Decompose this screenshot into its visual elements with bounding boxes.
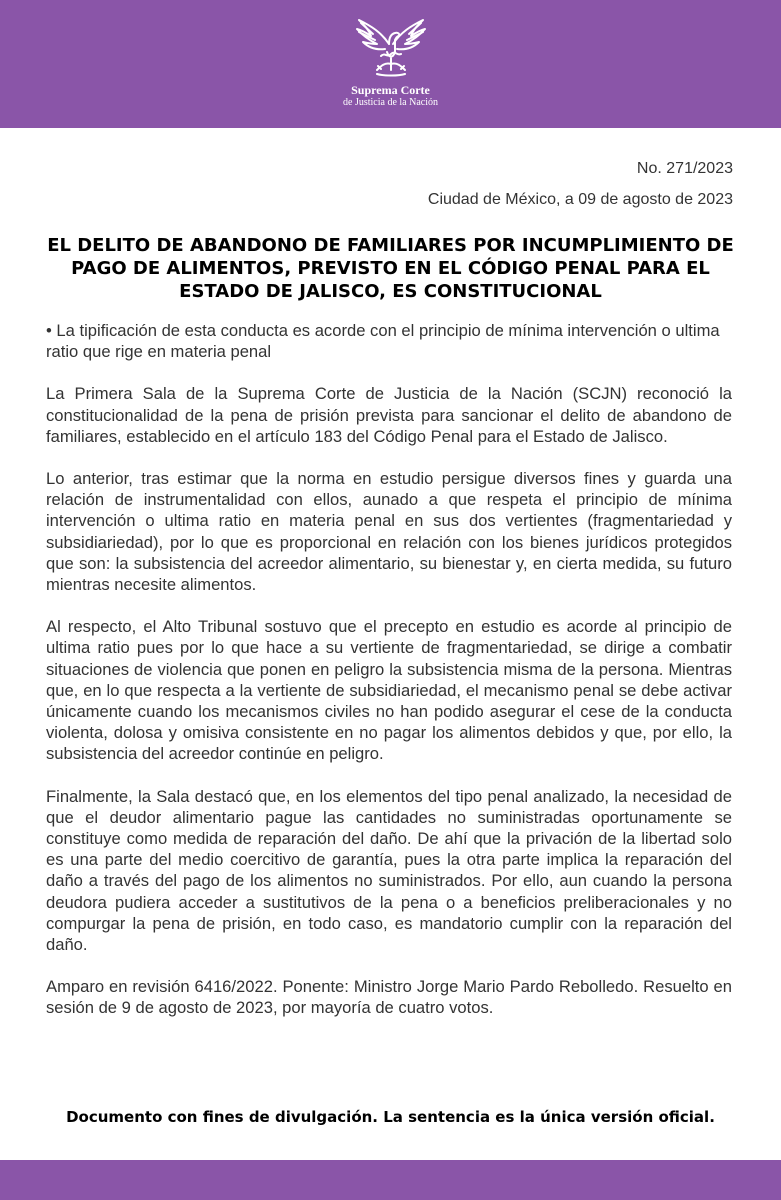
body-paragraph: Lo anterior, tras estimar que la norma en estudio persigue diversos fines y guarda una relación de instrumentalidad con ellos, aunado a que respeta el principio de mínima intervención o ultima ratio en materia penal en sus dos vertientes (fragmentariedad y subsidiariedad), por lo que es proporcional en relación con los bienes jurídicos protegidos que son: la subsistencia del acreedor alimentario, su bienestar y, en cierta medida, su futuro mientras necesite alimentos. (46, 469, 732, 595)
body-paragraph: Finalmente, la Sala destacó que, en los elementos del tipo penal analizado, la necesidad de que el deudor alimentario pague las cantidades no suministradas oportunamente se constituye como medida de reparación del daño. De ahí que la privación de la libertad solo es una parte del medio coercitivo de garantía, pues la otra parte implica la reparación del daño a través del pago de los alimentos no suministrados. Por ello, aun cuando la persona deudora pudiera acceder a sustitutivos de la pena o a beneficios preliberacionales y no compurgar la pena de prisión, en todo caso, es mandatorio cumplir con la reparación del daño. (46, 786, 732, 955)
page-title: EL DELITO DE ABANDONO DE FAMILIARES POR INCUMPLIMIENTO DE PAGO DE ALIMENTOS, PREVISTO EN EL CÓDIGO PENAL PARA EL ESTADO DE JALISCO, ES CONSTITUCIONAL (47, 235, 734, 302)
summary-bullet: • La tipificación de esta conducta es acorde con el principio de mínima intervención o ultima ratio que rige en materia penal (46, 321, 720, 362)
logo-name: Suprema Corte (351, 83, 430, 97)
place-date: Ciudad de México, a 09 de agosto de 2023 (427, 191, 733, 208)
eagle-emblem-icon (351, 14, 431, 82)
logo-subtitle: de Justicia de la Nación (343, 97, 438, 108)
body-paragraph: La Primera Sala de la Suprema Corte de Justicia de la Nación (SCJN) reconoció la constitucionalidad de la pena de prisión prevista para sancionar el delito de abandono de familiares, establecido en el artículo 183 del Código Penal para el Estado de Jalisco. (46, 384, 732, 446)
header-band (0, 0, 781, 128)
body-paragraph: Al respecto, el Alto Tribunal sostuvo que el precepto en estudio es acorde al principio de ultima ratio pues por lo que hace a su vertiente de fragmentariedad, se dirige a combatir situaciones de violencia que ponen en peligro la subsistencia misma de la persona. Mientras que, en lo que respecta a la vertiente de subsidiariedad, el mecanismo penal se debe activar únicamente cuando los mecanismos civiles no han podido asegurar el cese de la conducta violenta, dolosa y omisiva consistente en no pagar los alimentos debidos y que, por ello, la subsistencia del acreedor continúe en peligro. (46, 617, 732, 764)
disclaimer-note: Documento con fines de divulgación. La sentencia es la única versión oficial. (66, 1108, 715, 1126)
scjn-logo (0, 14, 781, 109)
article-body (46, 320, 732, 1040)
case-reference: Amparo en revisión 6416/2022. Ponente: Ministro Jorge Mario Pardo Rebolledo. Resuelto en sesión de 9 de agosto de 2023, por mayoría de cuatro votos. (46, 977, 732, 1018)
footer-band (0, 1160, 781, 1200)
release-number: No. 271/2023 (636, 160, 733, 177)
